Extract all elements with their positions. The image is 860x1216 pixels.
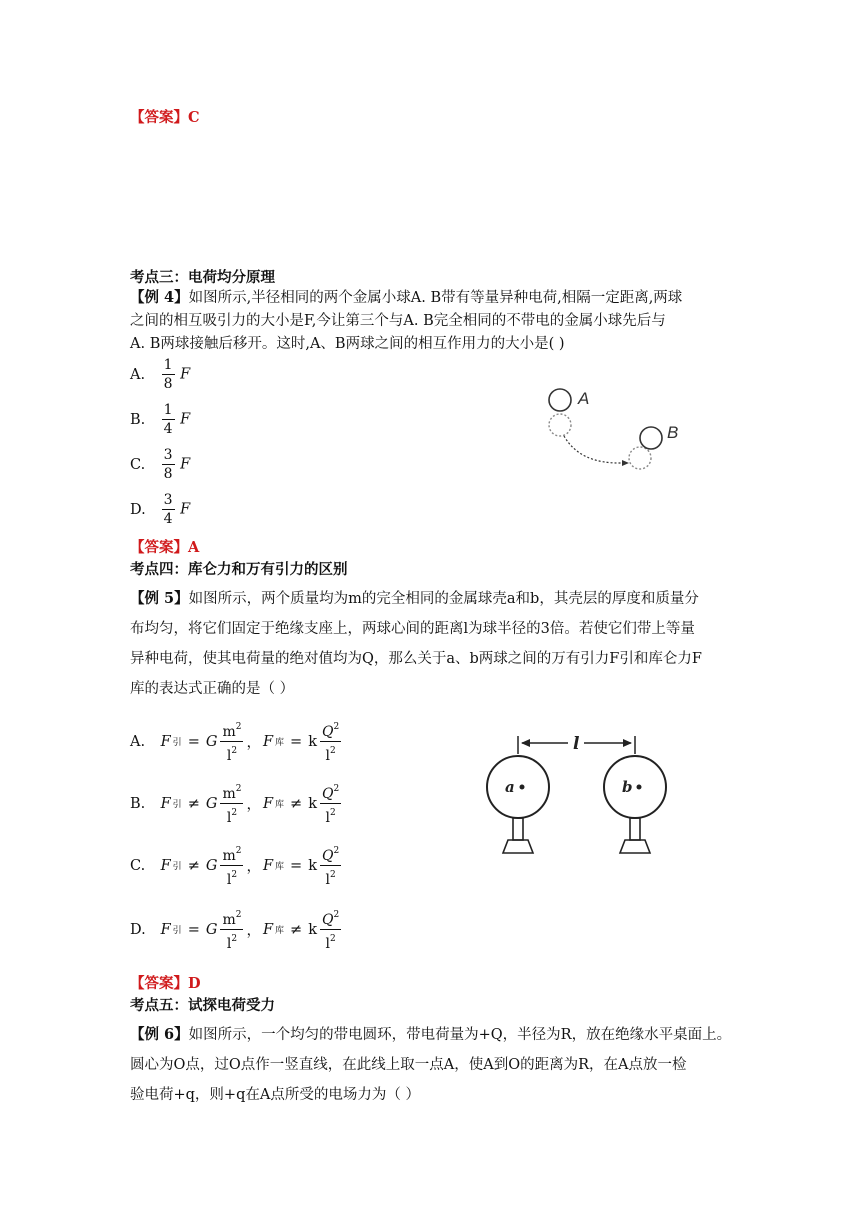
option-label: B. [130, 411, 146, 428]
path-arrow [564, 436, 622, 463]
fraction [320, 780, 341, 827]
option-b[interactable] [130, 780, 342, 827]
fraction [162, 401, 175, 438]
denominator: 8 [163, 376, 173, 392]
sphere-b [604, 756, 666, 818]
option-label: D. [130, 921, 146, 938]
symbol-f: F [262, 921, 274, 938]
fraction [220, 842, 243, 889]
answer-line [130, 536, 199, 557]
answer-label: 【答案】 [130, 539, 188, 556]
label-a: a [505, 778, 515, 796]
center-dot-b [637, 785, 642, 790]
numerator: 3 [163, 492, 173, 508]
section-title: 考点五：试探电荷受力 [130, 997, 275, 1014]
ball-contact-figure [540, 380, 700, 480]
answer-value: D [188, 975, 201, 992]
numerator: 3 [163, 447, 173, 463]
ball-third-start [549, 414, 571, 436]
answer-line [130, 972, 201, 993]
numerator: $Q^2$ [320, 718, 341, 742]
example-tag: 【例 5】 [130, 590, 189, 607]
denominator: $l^2$ [325, 808, 336, 826]
numerator: $m^2$ [220, 906, 243, 930]
subscript-ku: 库 [275, 738, 285, 748]
fraction [162, 356, 175, 393]
example-line: 之间的相互吸引力的大小是F,今让第三个与A. B完全相同的不带电的金属小球先后与 [130, 313, 666, 329]
stand-a [513, 818, 523, 840]
answer-value: C [188, 109, 200, 126]
fraction [320, 718, 341, 765]
example-5-text [130, 584, 736, 704]
subscript-yin: 引 [172, 926, 182, 936]
numerator: $m^2$ [220, 718, 243, 742]
symbol-g: G [205, 857, 218, 874]
variable: F [180, 366, 191, 383]
ball-a [549, 389, 571, 411]
example-6-text [130, 1020, 736, 1110]
stand-b [630, 818, 640, 840]
denominator: 8 [163, 466, 173, 482]
numerator: $Q^2$ [320, 842, 341, 866]
example-line: 布均匀，将它们固定于绝缘支座上，两球心间的距离l为球半径的3倍。若使它们带上等量 [130, 621, 695, 637]
option-b[interactable] [130, 401, 190, 438]
base-a [503, 840, 533, 853]
example-tag: 【例 4】 [130, 289, 189, 306]
relation: = [187, 921, 200, 938]
shell-spheres-figure [480, 730, 680, 860]
symbol-g: G [205, 733, 218, 750]
relation: ≠ [187, 857, 200, 874]
denominator: $l^2$ [325, 934, 336, 952]
option-a[interactable] [130, 356, 190, 393]
label-b: b [622, 778, 633, 796]
symbol-k: k [308, 921, 317, 938]
relation: = [290, 857, 303, 874]
subscript-ku: 库 [275, 800, 285, 810]
option-label: C. [130, 857, 146, 874]
denominator: 4 [163, 421, 173, 437]
answer-line [130, 106, 200, 127]
option-label: A. [130, 366, 146, 383]
example-line: 异种电荷，使其电荷量的绝对值均为Q，那么关于a、b两球之间的万有引力F引和库仑力F [130, 651, 702, 667]
symbol-g: G [205, 921, 218, 938]
label-a: A [578, 389, 590, 408]
relation: ≠ [290, 795, 303, 812]
example-line: 库的表达式正确的是（ ） [130, 681, 295, 697]
relation: ≠ [187, 795, 200, 812]
label-l: l [573, 734, 580, 754]
numerator: $Q^2$ [320, 780, 341, 804]
fraction [320, 906, 341, 953]
variable: F [180, 456, 191, 473]
option-d[interactable] [130, 906, 342, 953]
separator: ， [246, 923, 261, 939]
example-line: 圆心为O点，过O点作一竖直线，在此线上取一点A，使A到O的距离为R，在A点放一检 [130, 1057, 687, 1073]
symbol-k: k [308, 733, 317, 750]
formula [161, 718, 343, 765]
example-tag: 【例 6】 [130, 1026, 189, 1043]
formula [161, 780, 343, 827]
fraction [220, 780, 243, 827]
arrow-left [521, 739, 530, 747]
fraction [162, 446, 175, 483]
option-c[interactable] [130, 446, 190, 483]
example-line: 验电荷+q，则+q在A点所受的电场力为（ ） [130, 1087, 420, 1103]
example-line: 如图所示,半径相同的两个金属小球A. B带有等量异种电荷,相隔一定距离,两球 [188, 290, 683, 306]
symbol-f: F [160, 857, 171, 874]
fraction [220, 906, 243, 953]
separator: ， [246, 797, 261, 813]
numerator: 1 [163, 402, 173, 418]
symbol-f: F [262, 795, 274, 812]
sphere-a [487, 756, 549, 818]
symbol-f: F [160, 733, 171, 750]
arrow-head [622, 460, 629, 466]
fraction [320, 842, 341, 889]
subscript-yin: 引 [172, 862, 182, 872]
numerator: $m^2$ [220, 842, 243, 866]
denominator: $l^2$ [226, 934, 238, 952]
label-b: B [667, 423, 679, 442]
option-label: B. [130, 795, 146, 812]
denominator: $l^2$ [325, 746, 336, 764]
ball-third-end [629, 447, 651, 469]
variable: F [180, 501, 191, 518]
option-d[interactable] [130, 491, 190, 528]
separator: ， [246, 859, 261, 875]
subscript-ku: 库 [275, 862, 285, 872]
numerator: 1 [163, 357, 173, 373]
base-b [620, 840, 650, 853]
numerator: $Q^2$ [320, 906, 341, 930]
denominator: $l^2$ [325, 870, 336, 888]
separator: ， [246, 735, 261, 751]
answer-label: 【答案】 [130, 975, 188, 992]
example-line: A. B两球接触后移开。这时,A、B两球之间的相互作用力的大小是( ) [130, 336, 565, 352]
symbol-k: k [308, 857, 317, 874]
symbol-f: F [262, 857, 274, 874]
variable: F [180, 411, 191, 428]
answer-label: 【答案】 [130, 109, 188, 126]
symbol-g: G [205, 795, 218, 812]
option-a[interactable] [130, 718, 342, 765]
section-title: 考点四：库仑力和万有引力的区别 [130, 561, 348, 578]
option-label: C. [130, 456, 146, 473]
option-label: D. [130, 501, 146, 518]
relation: = [187, 733, 200, 750]
denominator: $l^2$ [226, 808, 238, 826]
denominator: $l^2$ [226, 746, 238, 764]
symbol-k: k [308, 795, 317, 812]
relation: = [290, 733, 303, 750]
example-line: 如图所示，一个均匀的带电圆环，带电荷量为+Q，半径为R，放在绝缘水平桌面上。 [188, 1027, 732, 1043]
section-title: 考点三：电荷均分原理 [130, 269, 275, 286]
fraction [162, 491, 175, 528]
denominator: $l^2$ [226, 870, 238, 888]
formula [161, 842, 343, 889]
symbol-f: F [160, 795, 171, 812]
numerator: $m^2$ [220, 780, 243, 804]
formula [161, 906, 343, 953]
option-c[interactable] [130, 842, 342, 889]
subscript-yin: 引 [172, 800, 182, 810]
subscript-yin: 引 [172, 738, 182, 748]
subscript-ku: 库 [275, 926, 285, 936]
relation: ≠ [290, 921, 303, 938]
answer-value: A [188, 539, 200, 556]
example-4-text [130, 286, 736, 356]
arrow-right [623, 739, 632, 747]
fraction [220, 718, 243, 765]
symbol-f: F [262, 733, 274, 750]
center-dot-a [520, 785, 525, 790]
denominator: 4 [163, 511, 173, 527]
symbol-f: F [160, 921, 171, 938]
option-label: A. [130, 733, 146, 750]
ball-b [640, 427, 662, 449]
example-line: 如图所示，两个质量均为m的完全相同的金属球壳a和b，其壳层的厚度和质量分 [188, 591, 699, 607]
